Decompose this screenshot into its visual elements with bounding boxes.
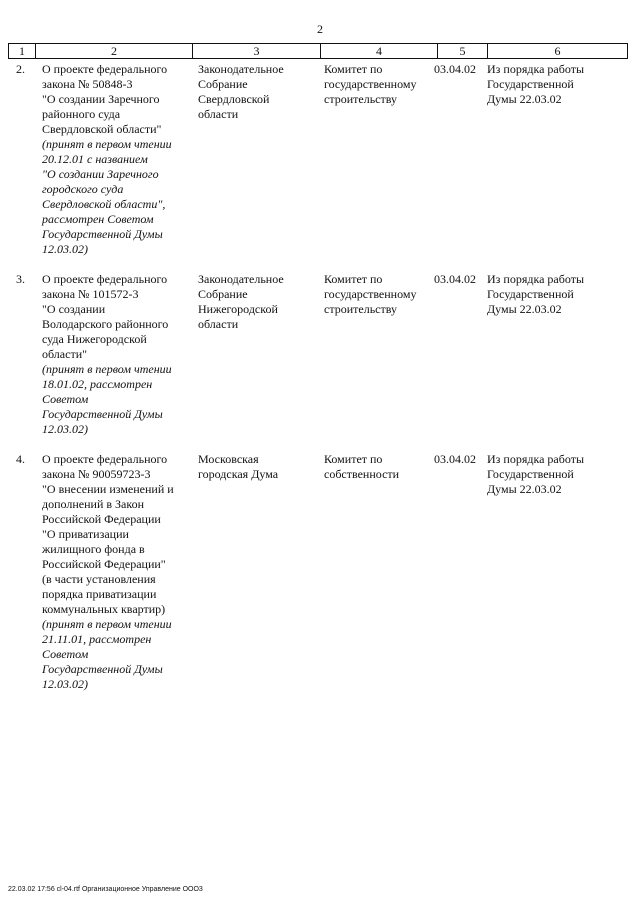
- table-header: [8, 43, 628, 59]
- header-col-5: 5: [437, 44, 487, 58]
- reading-note-line: 18.01.02, рассмотрен: [42, 377, 153, 391]
- reading-note-line: рассмотрен Советом: [42, 212, 154, 226]
- bill-line: О проекте федерального: [42, 62, 168, 76]
- header-col-1: 1: [19, 44, 25, 58]
- source-note: Из порядка работы Государственной Думы 22.03.02: [487, 452, 585, 496]
- committee: Комитет по государственному строительству: [324, 62, 417, 106]
- date: 03.04.02: [434, 62, 476, 76]
- reading-note-line: 20.12.01 с названием: [42, 152, 148, 166]
- bill-line: коммунальных квартир): [42, 602, 166, 616]
- bill-line: области": [42, 347, 88, 361]
- bill-description: [42, 62, 192, 257]
- bill-line: О проекте федерального: [42, 272, 168, 286]
- reading-note-line: 12.03.02): [42, 242, 88, 256]
- header-col-4: 4: [320, 44, 437, 58]
- reading-note-line: 12.03.02): [42, 677, 88, 691]
- committee: Комитет по собственности: [324, 452, 400, 481]
- bill-line: суда Нижегородской: [42, 332, 147, 346]
- row-number: 2.: [16, 62, 25, 76]
- reading-note-line: Государственной Думы: [42, 407, 163, 421]
- reading-note-line: (принят в первом чтении: [42, 617, 172, 631]
- bill-line: жилищного фонда в: [42, 542, 145, 556]
- header-col-2: 2: [35, 44, 192, 58]
- bill-line: закона № 101572-3: [42, 287, 139, 301]
- bill-line: районного суда: [42, 107, 121, 121]
- bill-line: порядка приватизации: [42, 587, 157, 601]
- bill-line: Володарского районного: [42, 317, 169, 331]
- bill-line: О проекте федерального: [42, 452, 168, 466]
- reading-note-line: "О создании Заречного: [42, 167, 159, 181]
- bill-line: дополнений в Закон: [42, 497, 145, 511]
- bill-line: "О внесении изменений и: [42, 482, 174, 496]
- bill-description: [42, 272, 192, 437]
- subject-of-initiative: Московская городская Дума: [198, 452, 279, 481]
- reading-note-line: (принят в первом чтении: [42, 362, 172, 376]
- bill-line: закона № 90059723-3: [42, 467, 151, 481]
- reading-note-line: Свердловской области",: [42, 197, 166, 211]
- date: 03.04.02: [434, 272, 476, 286]
- reading-note-line: Советом: [42, 647, 89, 661]
- reading-note-line: (принят в первом чтении: [42, 137, 172, 151]
- header-col-6: 6: [487, 44, 627, 58]
- subject-of-initiative: Законодательное Собрание Свердловской области: [198, 62, 284, 121]
- subject-of-initiative: Законодательное Собрание Нижегородской области: [198, 272, 284, 331]
- bill-description: [42, 452, 192, 692]
- bill-line: "О создании Заречного: [42, 92, 160, 106]
- reading-note-line: Советом: [42, 392, 89, 406]
- page-number: 2: [317, 22, 323, 36]
- bill-line: Российской Федерации": [42, 557, 166, 571]
- reading-note-line: 12.03.02): [42, 422, 88, 436]
- source-note: Из порядка работы Государственной Думы 22.03.02: [487, 62, 585, 106]
- bill-line: "О приватизации: [42, 527, 129, 541]
- bill-line: Свердловской области": [42, 122, 162, 136]
- reading-note-line: Государственной Думы: [42, 662, 163, 676]
- source-note: Из порядка работы Государственной Думы 22.03.02: [487, 272, 585, 316]
- bill-line: (в части установления: [42, 572, 156, 586]
- header-col-3: 3: [192, 44, 320, 58]
- document-footer: 22.03.02 17:56 cl-04.rtf Организационное Управление ООО3: [8, 886, 203, 893]
- bill-line: закона № 50848-3: [42, 77, 133, 91]
- row-number: 4.: [16, 452, 25, 466]
- date: 03.04.02: [434, 452, 476, 466]
- reading-note-line: 21.11.01, рассмотрен: [42, 632, 152, 646]
- reading-note-line: Государственной Думы: [42, 227, 163, 241]
- bill-line: "О создании: [42, 302, 106, 316]
- reading-note-line: городского суда: [42, 182, 124, 196]
- committee: Комитет по государственному строительству: [324, 272, 417, 316]
- bill-line: Российской Федерации: [42, 512, 161, 526]
- row-number: 3.: [16, 272, 25, 286]
